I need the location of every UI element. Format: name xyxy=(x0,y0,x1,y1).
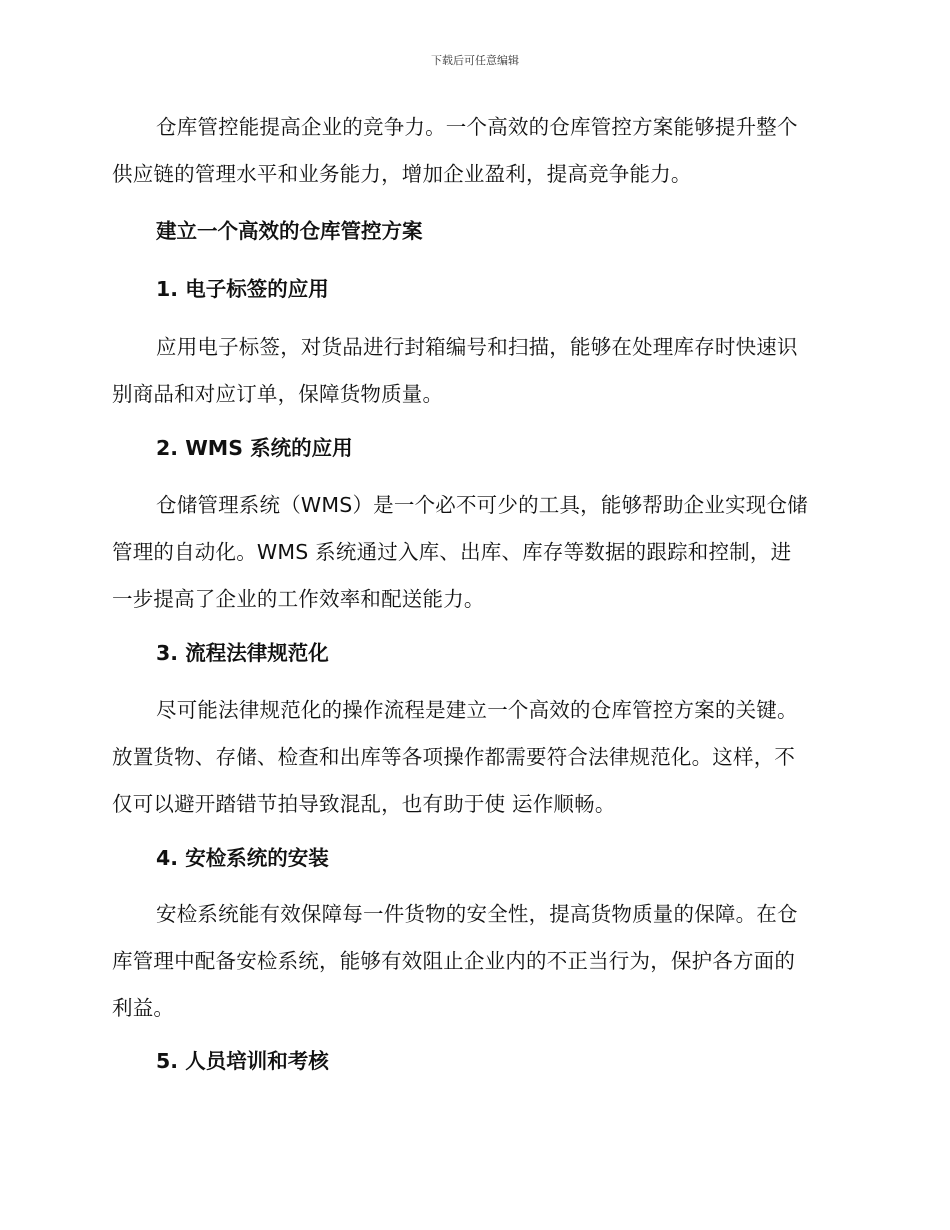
paragraph-line: 库管理中配备安检系统，能够有效阻止企业内的不正当行为，保护各方面的 xyxy=(112,949,796,973)
paragraph-line: 别商品和对应订单，保障货物质量。 xyxy=(112,382,444,406)
paragraph-line: 仓库管控能提高企业的竞争力。一个高效的仓库管控方案能够提升整个 xyxy=(156,115,798,139)
item-heading-1: 1. 电子标签的应用 xyxy=(156,277,329,301)
paragraph-line: 供应链的管理水平和业务能力，增加企业盈利，提高竞争能力。 xyxy=(112,162,692,186)
item-heading-5: 5. 人员培训和考核 xyxy=(156,1049,329,1073)
item-paragraph-4 xyxy=(112,891,840,1032)
item-paragraph-1 xyxy=(112,324,840,418)
paragraph-line: 安检系统能有效保障每一件货物的安全性，提高货物质量的保障。在仓 xyxy=(156,902,798,926)
paragraph-line: 放置货物、存储、检查和出库等各项操作都需要符合法律规范化。这样，不 xyxy=(112,745,796,769)
section-title: 建立一个高效的仓库管控方案 xyxy=(156,219,423,243)
intro-paragraph xyxy=(112,104,840,198)
paragraph-line: 管理的自动化。WMS 系统通过入库、出库、库存等数据的跟踪和控制，进 xyxy=(112,540,792,564)
paragraph-line: 尽可能法律规范化的操作流程是建立一个高效的仓库管控方案的关键。 xyxy=(156,698,798,722)
page-header: 下载后可任意编辑 xyxy=(431,54,519,67)
paragraph-line: 应用电子标签，对货品进行封箱编号和扫描，能够在处理库存时快速识 xyxy=(156,335,798,359)
paragraph-line: 仓储管理系统（WMS）是一个必不可少的工具，能够帮助企业实现仓储 xyxy=(156,493,808,517)
item-heading-2: 2. WMS 系统的应用 xyxy=(156,436,353,460)
item-heading-3: 3. 流程法律规范化 xyxy=(156,641,329,665)
item-paragraph-2 xyxy=(112,482,840,623)
paragraph-line: 仅可以避开踏错节拍导致混乱，也有助于使 运作顺畅。 xyxy=(112,792,616,816)
item-heading-4: 4. 安检系统的安装 xyxy=(156,846,329,870)
paragraph-line: 利益。 xyxy=(112,996,175,1020)
paragraph-line: 一步提高了企业的工作效率和配送能力。 xyxy=(112,587,485,611)
item-paragraph-3 xyxy=(112,687,840,828)
